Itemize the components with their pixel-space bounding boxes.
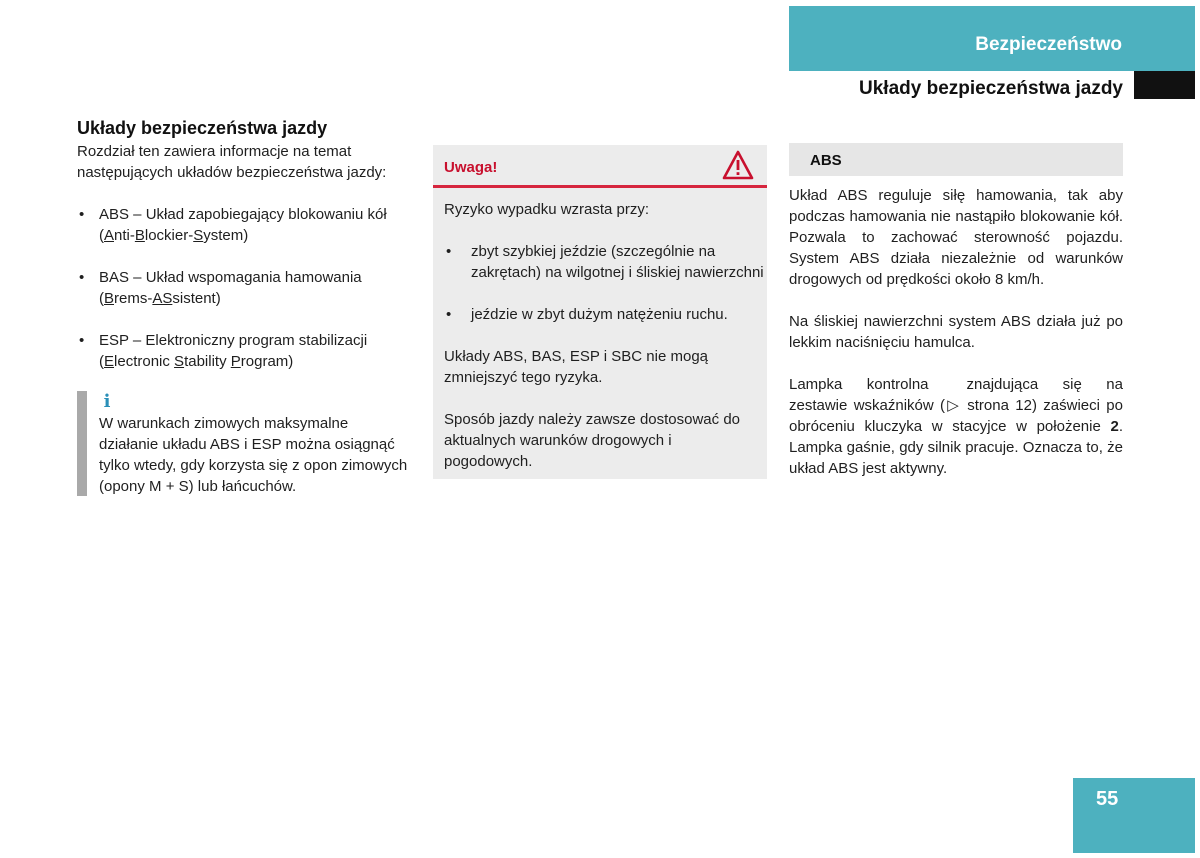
page-heading: Układy bezpieczeństwa jazdy	[77, 118, 328, 138]
warning-list	[444, 241, 764, 325]
abs-section-header	[789, 143, 1123, 176]
page-number-box	[1073, 778, 1195, 853]
abs-para: Układ ABS reguluje siłę hamowania, tak aby podczas hamowania nie nastąpiło blokowanie kół. Pozwala to zachować sterowność pojazdu. System ABS działa niezależnie od warunków drogowych od prędkości około 8 km/h.	[789, 187, 1123, 288]
section-title: Bezpieczeństwo	[975, 34, 1122, 55]
warning-para: Sposób jazdy należy zawsze dostosować do aktualnych warunków drogowych i pogodowych.	[444, 411, 741, 470]
info-note	[77, 391, 413, 496]
abs-para: Na śliskiej nawierzchni system ABS działa już po lekkim naciśnięciu hamulca.	[789, 313, 1123, 351]
list-item-esp: • ESP – Elektroniczny program stabilizacji (Electronic Stability Program)	[77, 330, 413, 372]
intro-column	[77, 116, 413, 372]
warning-title: Uwaga!	[444, 159, 498, 176]
abs-heading: ABS	[810, 152, 842, 169]
page-number: 55	[1096, 788, 1119, 810]
intro-text: Rozdział ten zawiera informacje na temat następujących układów bezpieczeństwa jazdy:	[77, 143, 387, 181]
chapter-title: Układy bezpieczeństwa jazdy	[859, 78, 1123, 99]
system-list	[77, 204, 413, 372]
info-note-text: W warunkach zimowych maksymalne działanie układu ABS i ESP można osiągnąć tylko wtedy, gdy korzysta się z opon zimowych (opony M + S) lub łańcuchów.	[99, 415, 408, 495]
abs-column	[789, 185, 1123, 479]
warning-para: Układy ABS, BAS, ESP i SBC nie mogą zmniejszyć tego ryzyka.	[444, 348, 709, 386]
section-tab	[789, 6, 1195, 71]
warning-body	[444, 199, 764, 472]
warning-header	[433, 145, 767, 188]
info-icon: i	[103, 391, 111, 412]
info-note-bar	[77, 391, 87, 496]
chapter-marker-bar	[1134, 71, 1195, 99]
list-item-bas: • BAS – Układ wspomagania hamowania (Brems-ASsistent)	[77, 267, 413, 309]
warning-triangle-icon	[722, 150, 754, 180]
warning-item: • zbyt szybkiej jeździe (szczególnie na zakrętach) na wilgotnej i śliskiej nawierzchni	[444, 241, 764, 283]
list-item-abs: • ABS – Układ zapobiegający blokowaniu kół (Anti-Blockier-System)	[77, 204, 413, 246]
warning-intro: Ryzyko wypadku wzrasta przy:	[444, 201, 650, 218]
abs-para: Lampka kontrolna znajdująca się na zestawie wskaźników (▷ strona 12) zaświeci po obróceniu kluczyka w stacyjce w położenie 2. Lampka gaśnie, gdy silnik pracuje. Oznacza to, że układ ABS jest aktywny.	[789, 376, 1123, 477]
warning-box	[433, 145, 767, 479]
page-reference-arrow-icon: ▷	[945, 397, 961, 414]
warning-item: • jeździe w zbyt dużym natężeniu ruchu.	[444, 304, 764, 325]
